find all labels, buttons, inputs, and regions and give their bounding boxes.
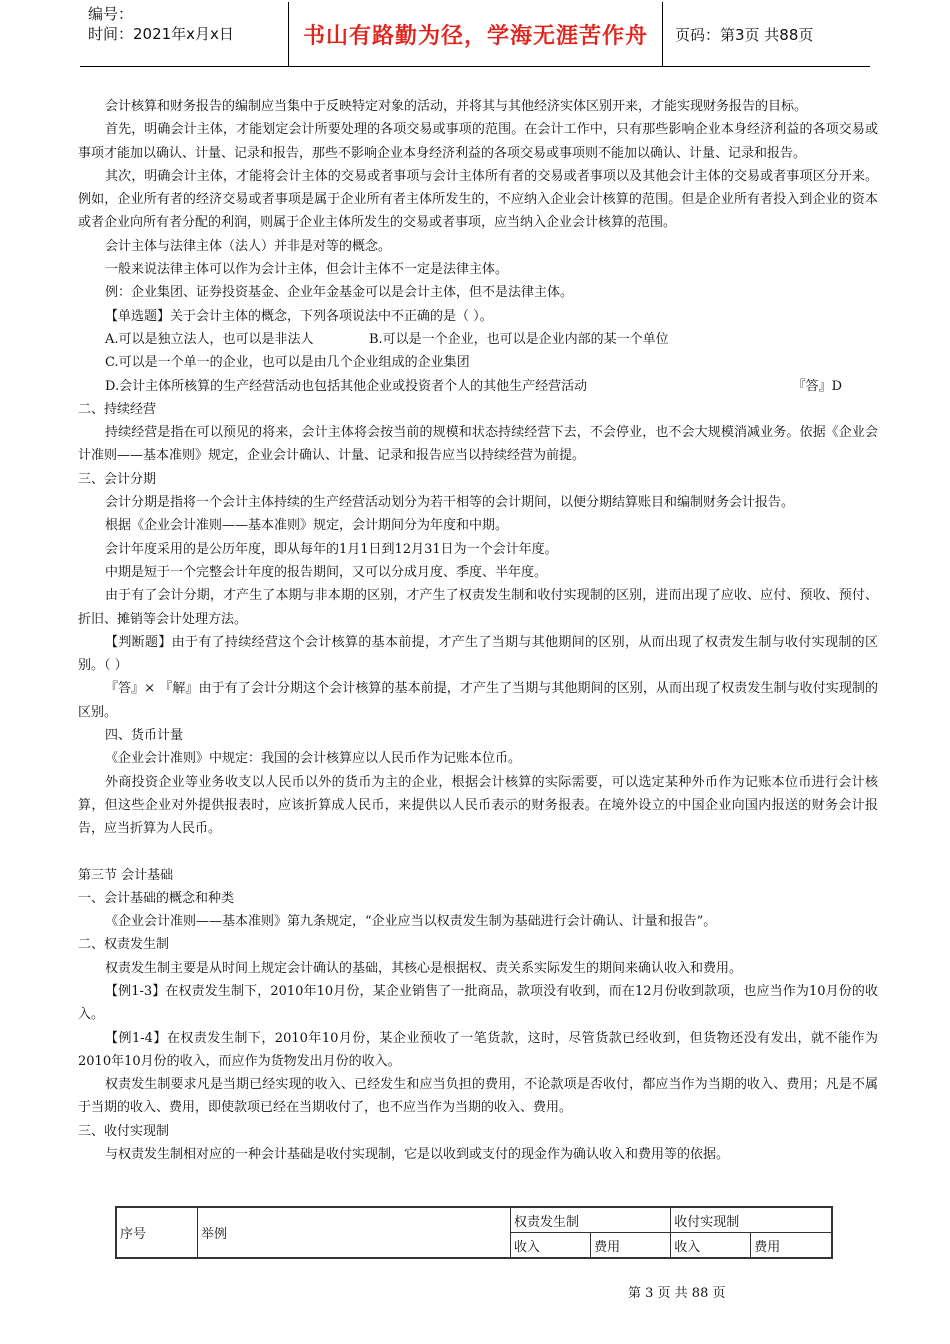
header-cell-income: 收入 <box>671 1233 751 1259</box>
paragraph: 例：企业集团、证券投资基金、企业年金基金可以是会计主体，但不是法律主体。 <box>105 285 574 301</box>
header-number-label: 编号： <box>88 5 134 23</box>
header-page-info: 页码：第3页 共88页 <box>675 25 814 44</box>
header-cell-example: 举例 <box>198 1207 511 1258</box>
table-row <box>116 1207 832 1233</box>
paragraph: 会计年度采用的是公历年度，即从每年的1月1日到12月31日为一个会计年度。 <box>105 541 558 557</box>
document-body <box>78 95 878 1166</box>
paragraph: 外商投资企业等业务收支以人民币以外的货币为主的企业，根据会计核算的实际需要，可以选定某种外币作为记账本位币进行会计核算，但这些企业对外提供报表时，应该折算成人民币，来提供以人民币表示的财务报表。在境外设立的中国企业向国内报送的财务会计报告，应当折算为人民币。 <box>78 774 878 837</box>
header-cell-expense: 费用 <box>751 1233 832 1259</box>
question-single-choice: 【单选题】关于会计主体的概念，下列各项说法中不正确的是（ ）。 <box>105 308 493 324</box>
chapter-section-title: 第三节 会计基础 <box>78 867 174 883</box>
header-cell-income: 收入 <box>511 1233 591 1259</box>
section-heading: 三、会计分期 <box>78 471 157 487</box>
header-motto: 书山有路勤为径，学海无涯苦作舟 <box>289 2 663 66</box>
section-heading: 三、收付实现制 <box>78 1123 170 1139</box>
spacer <box>78 841 878 864</box>
answer: 『答』D <box>792 378 842 394</box>
paragraph: 权责发生制主要是从时间上规定会计确认的基础，其核心是根据权、责关系实际发生的期间来确认收入和费用。 <box>105 960 743 976</box>
option-row <box>78 328 878 351</box>
paragraph: 由于有了会计分期，才产生了本期与非本期的区别，才产生了权责发生制和收付实现制的区别，进而出现了应收、应付、预收、预付、折旧、摊销等会计处理方法。 <box>78 588 878 627</box>
example: 【例1-3】在权责发生制下，2010年10月份，某企业销售了一批商品，款项没有收到，而在12月份收到款项，也应当作为10月份的收入。 <box>78 983 878 1023</box>
page-header <box>80 2 870 67</box>
header-cell-no: 序号 <box>116 1207 198 1258</box>
paragraph: 与权责发生制相对应的一种会计基础是收付实现制，它是以收到或支付的现金作为确认收入和费用等的依据。 <box>105 1147 730 1163</box>
paragraph: 会计核算和财务报告的编制应当集中于反映特定对象的活动，并将其与其他经济实体区别开来，才能实现财务报告的目标。 <box>105 99 808 114</box>
page-footer: 第 3 页 共 88 页 <box>628 1286 726 1301</box>
paragraph: 会计主体与法律主体（法人）并非是对等的概念。 <box>105 238 392 254</box>
section-heading: 二、权责发生制 <box>78 937 170 953</box>
question-true-false: 【判断题】由于有了持续经营这个会计核算的基本前提，才产生了当期与其他期间的区别，从而出现了权责发生制与收付实现制的区别。（ ） <box>78 634 878 674</box>
option-c: C.可以是一个单一的企业，也可以是由几个企业组成的企业集团 <box>105 355 470 371</box>
option-b: B.可以是一个企业，也可以是企业内部的某一个单位 <box>369 331 669 347</box>
section-heading: 二、持续经营 <box>78 401 157 417</box>
section-heading: 四、货币计量 <box>105 728 184 744</box>
header-cell-accrual: 权责发生制 <box>511 1207 671 1233</box>
paragraph: 《企业会计准则——基本准则》第九条规定，“企业应当以权责发生制为基础进行会计确认、计量和报告”。 <box>105 914 717 930</box>
header-cell-cash: 收付实现制 <box>671 1207 832 1233</box>
paragraph: 中期是短于一个完整会计年度的报告期间，又可以分成月度、季度、半年度。 <box>105 564 548 580</box>
comparison-table <box>115 1206 833 1259</box>
paragraph: 权责发生制要求凡是当期已经实现的收入、已经发生和应当负担的费用，不论款项是否收付，都应当作为当期的收入、费用；凡是不属于当期的收入、费用，即使款项已经在当期收付了，也不应当作为当期的收入、费用。 <box>78 1077 878 1116</box>
example: 【例1-4】在权责发生制下，2010年10月份，某企业预收了一笔货款，这时，尽管货款已经收到，但货物还没有发出，就不能作为2010年10月份的收入，而应作为货物发出月份的收入。 <box>78 1030 878 1069</box>
paragraph: 其次，明确会计主体，才能将会计主体的交易或者事项与会计主体所有者的交易或者事项以及其他会计主体的交易或者事项区分开来。例如，企业所有者的经济交易或者事项是属于企业所有者主体所发生的，不应纳入企业会计核算的范围。但是企业所有者投入到企业的资本或者企业向所有者分配的利润，则属于企业主体所发生的交易或者事项，应当纳入企业会计核算的范围。 <box>78 168 878 231</box>
option-d-row <box>78 375 878 398</box>
paragraph: 一般来说法律主体可以作为会计主体，但会计主体不一定是法律主体。 <box>105 262 509 278</box>
section-heading: 一、会计基础的概念和种类 <box>78 890 235 906</box>
header-meta <box>80 2 289 66</box>
header-cell-expense: 费用 <box>591 1233 671 1259</box>
header-time-label: 时间：2021年x月x日 <box>88 25 234 43</box>
paragraph: 首先，明确会计主体，才能划定会计所要处理的各项交易或事项的范围。在会计工作中，只有那些影响企业本身经济利益的各项交易或事项才能加以确认、计量、记录和报告，那些不影响企业本身经济利益的各项交易或事项则不能加以确认、计量、记录和报告。 <box>78 122 878 161</box>
option-a: A.可以是独立法人，也可以是非法人 <box>105 331 314 347</box>
paragraph: 《企业会计准则》中规定：我国的会计核算应以人民币作为记账本位币。 <box>105 751 522 767</box>
paragraph: 会计分期是指将一个会计主体持续的生产经营活动划分为若干相等的会计期间，以便分期结算账目和编制财务会计报告。 <box>105 495 795 511</box>
option-d: D.会计主体所核算的生产经营活动也包括其他企业或投资者个人的其他生产经营活动 <box>105 378 588 394</box>
paragraph: 持续经营是指在可以预见的将来，会计主体将会按当前的规模和状态持续经营下去，不会停业，也不会大规模消减业务。依据《企业会计准则——基本准则》规定，企业会计确认、计量、记录和报告应当以持续经营为前提。 <box>78 425 878 464</box>
answer-explanation: 『答』× 『解』由于有了会计分期这个会计核算的基本前提，才产生了当期与其他期间的区别，从而出现了权责发生制与收付实现制的区别。 <box>78 681 878 720</box>
paragraph: 根据《企业会计准则——基本准则》规定，会计期间分为年度和中期。 <box>105 518 509 534</box>
